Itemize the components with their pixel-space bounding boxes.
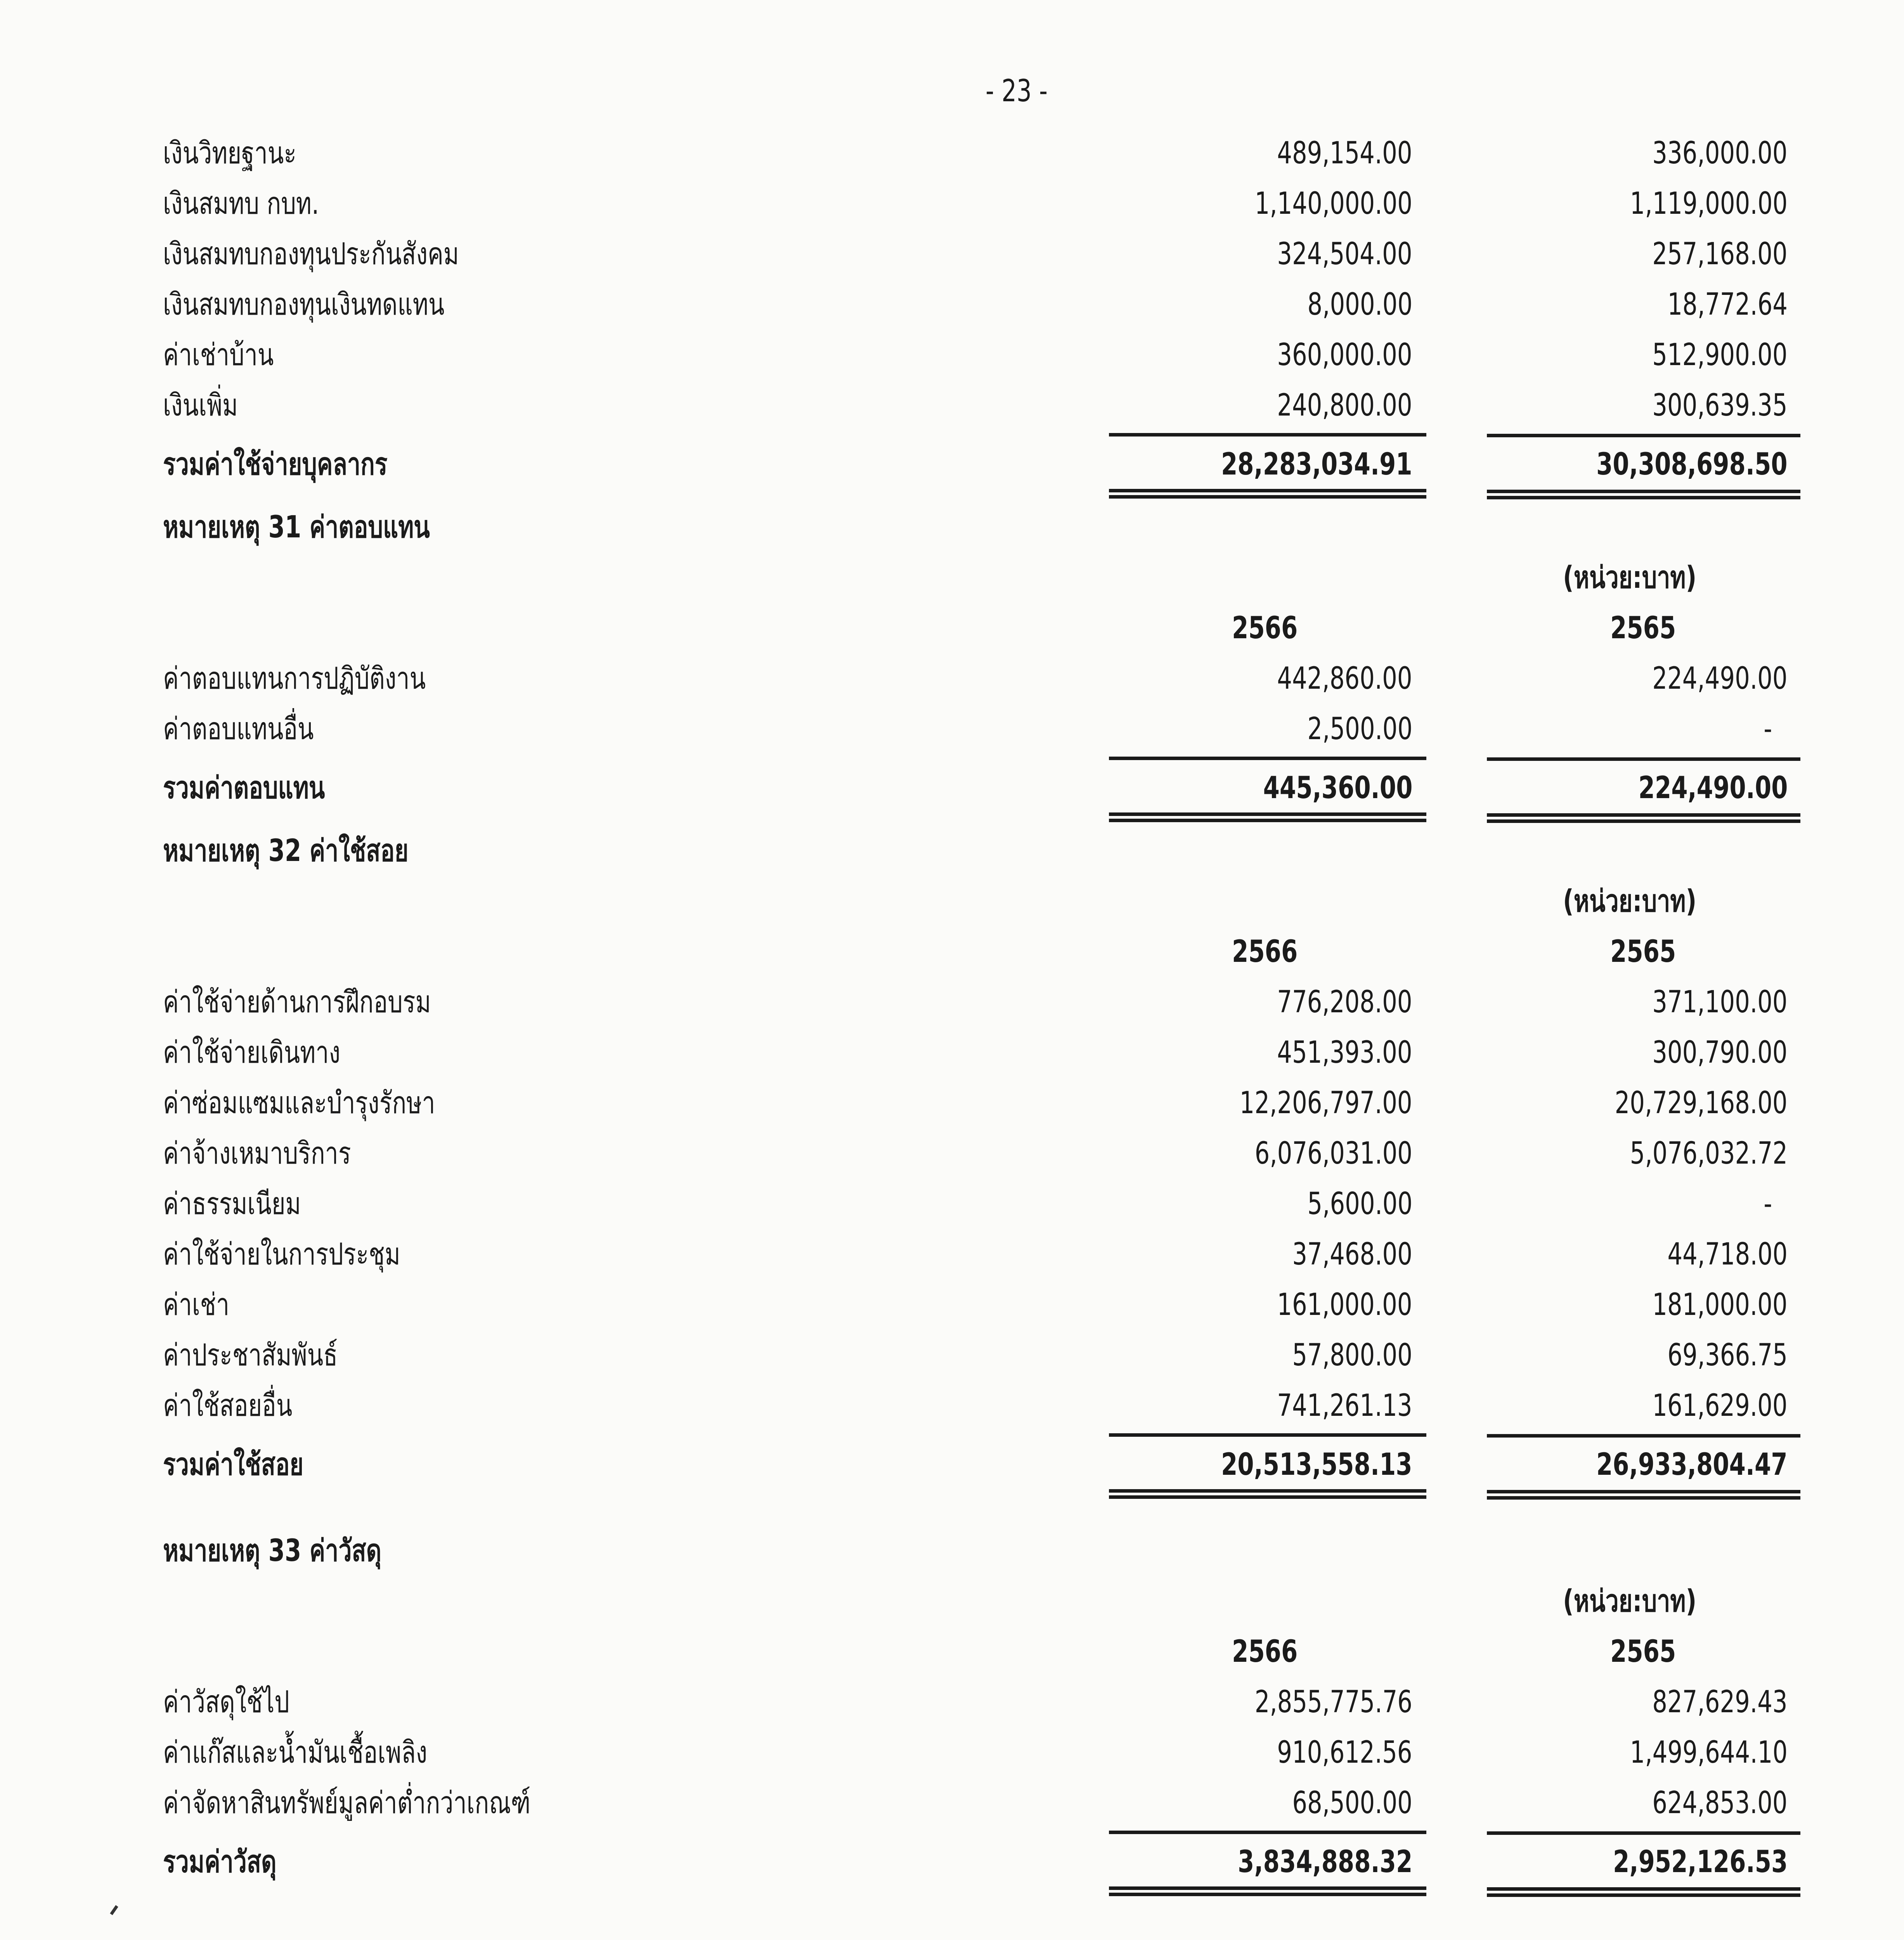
row-label: ค่าตอบแทนอื่น (163, 712, 314, 747)
table-row (0, 704, 1904, 754)
rule-line (1109, 1831, 1426, 1834)
value-2565: 257,168.00 (1652, 237, 1788, 272)
table-row (0, 330, 1904, 380)
rule-line (1487, 1831, 1800, 1835)
row-label: เงินเพิ่ม (163, 388, 238, 423)
value-2565: 161,629.00 (1652, 1388, 1788, 1423)
rule-line (1109, 489, 1426, 492)
rule-line (1109, 757, 1426, 760)
note32-section (0, 826, 1904, 1502)
row-label: ค่าแก๊สและน้ำมันเชื้อเพลิง (163, 1735, 428, 1770)
table-row (0, 1280, 1904, 1330)
table-row (0, 1128, 1904, 1179)
scan-speck (110, 1905, 118, 1915)
value-2565: 1,499,644.10 (1630, 1735, 1788, 1770)
rule-line (1109, 1433, 1426, 1437)
value-2566: 12,206,797.00 (1239, 1086, 1412, 1121)
table-row (0, 1677, 1904, 1727)
total-2565: 2,952,126.53 (1613, 1845, 1788, 1879)
rule-line (1109, 1886, 1426, 1890)
row-label: ค่าเช่า (163, 1287, 230, 1322)
total-label: รวมค่าใช้จ่ายบุคลากร (163, 447, 388, 482)
row-label: ค่าประชาสัมพันธ์ (163, 1338, 338, 1373)
table-row (0, 229, 1904, 279)
value-2566: 68,500.00 (1292, 1786, 1412, 1820)
table-row (0, 1330, 1904, 1381)
value-2565: 20,729,168.00 (1615, 1086, 1788, 1121)
unit-label: (หน่วย:บาท) (1563, 884, 1697, 919)
double-rule (0, 487, 1904, 502)
table-row (0, 380, 1904, 431)
total-2566: 3,834,888.32 (1237, 1845, 1412, 1879)
unit-label: (หน่วย:บาท) (1563, 560, 1697, 595)
value-2566: 6,076,031.00 (1254, 1136, 1412, 1171)
note33-section (0, 1526, 1904, 1900)
rule-line (1487, 434, 1800, 437)
table-row (0, 128, 1904, 178)
table-row (0, 178, 1904, 229)
value-2566: 37,468.00 (1292, 1237, 1412, 1272)
row-label: ค่าใช้สอยอื่น (163, 1388, 293, 1423)
table-row (0, 977, 1904, 1027)
rule-line (1487, 1893, 1800, 1897)
row-label: ค่าซ่อมแซมและบำรุงรักษา (163, 1086, 435, 1121)
value-2565: 336,000.00 (1652, 136, 1788, 171)
table-row (0, 653, 1904, 704)
row-label: เงินสมทบกองทุนเงินทดแทน (163, 287, 445, 322)
year-header-2565: 2565 (1610, 611, 1676, 646)
table-row (0, 1381, 1904, 1431)
year-header-row (0, 603, 1904, 653)
row-label: ค่าตอบแทนการปฏิบัติงาน (163, 661, 426, 696)
rule-line (1487, 490, 1800, 493)
subtotal-rule (0, 754, 1904, 763)
table-row (0, 1027, 1904, 1078)
value-2565: 371,100.00 (1652, 985, 1788, 1020)
total-row (0, 1837, 1904, 1885)
section-title-row (0, 502, 1904, 553)
table-row (0, 1229, 1904, 1280)
value-2565: 300,790.00 (1652, 1035, 1788, 1070)
double-rule (0, 811, 1904, 826)
value-2566: 451,393.00 (1277, 1035, 1412, 1070)
row-label: ค่าวัสดุใช้ไป (163, 1685, 289, 1720)
value-2566: 910,612.56 (1277, 1735, 1412, 1770)
spacer (0, 1502, 1904, 1526)
total-2566: 445,360.00 (1263, 771, 1412, 805)
section-title-row (0, 826, 1904, 876)
subtotal-rule (0, 431, 1904, 439)
page-header (0, 66, 1904, 116)
rule-line (1109, 812, 1426, 816)
unit-row (0, 876, 1904, 927)
row-label: ค่าใช้จ่ายด้านการฝึกอบรม (163, 985, 431, 1020)
year-header-row (0, 1626, 1904, 1677)
rule-line (1109, 1495, 1426, 1499)
rule-line (1487, 1490, 1800, 1493)
row-label: ค่าจ้างเหมาบริการ (163, 1136, 351, 1171)
value-2566: 240,800.00 (1277, 388, 1412, 423)
row-label: เงินสมทบกองทุนประกันสังคม (163, 237, 459, 272)
value-2565: 624,853.00 (1652, 1786, 1788, 1820)
value-2566: 360,000.00 (1277, 338, 1412, 372)
year-header-2566: 2566 (1232, 611, 1298, 646)
rule-line (1487, 757, 1800, 761)
row-label: ค่าธรรมเนียม (163, 1187, 301, 1221)
value-2565: 44,718.00 (1667, 1237, 1788, 1272)
row-label: เงินสมทบ กบท. (163, 186, 319, 221)
value-2566: 57,800.00 (1292, 1338, 1412, 1373)
total-2565: 30,308,698.50 (1596, 447, 1788, 482)
rule-line (1109, 433, 1426, 436)
double-rule (0, 1488, 1904, 1502)
value-2566: 489,154.00 (1277, 136, 1412, 171)
value-2565: 1,119,000.00 (1630, 186, 1788, 221)
section-title: หมายเหตุ 33 ค่าวัสดุ (163, 1533, 382, 1568)
year-header-2566: 2566 (1232, 1634, 1298, 1669)
unit-row (0, 553, 1904, 603)
personnel-table (0, 128, 1904, 502)
value-2566: 2,500.00 (1307, 712, 1412, 747)
value-2565: - (1764, 712, 1772, 747)
value-2566: 442,860.00 (1277, 661, 1412, 696)
year-header-2565: 2565 (1610, 934, 1676, 969)
year-header-row (0, 927, 1904, 977)
subtotal-rule (0, 1431, 1904, 1439)
table-row (0, 1078, 1904, 1128)
rule-line (1487, 1887, 1800, 1891)
row-label: ค่าจัดหาสินทรัพย์มูลค่าต่ำกว่าเกณฑ์ (163, 1786, 531, 1820)
value-2566: 324,504.00 (1277, 237, 1412, 272)
rule-line (1109, 495, 1426, 499)
rule-line (1487, 496, 1800, 499)
value-2566: 5,600.00 (1307, 1187, 1412, 1221)
value-2565: 512,900.00 (1652, 338, 1788, 372)
value-2565: 69,366.75 (1667, 1338, 1788, 1373)
unit-row (0, 1576, 1904, 1626)
subtotal-rule (0, 1828, 1904, 1837)
total-label: รวมค่าใช้สอย (163, 1447, 304, 1482)
row-label: ค่าใช้จ่ายเดินทาง (163, 1035, 341, 1070)
section-title-row (0, 1526, 1904, 1576)
value-2565: 224,490.00 (1652, 661, 1788, 696)
value-2565: - (1764, 1187, 1772, 1221)
value-2566: 161,000.00 (1277, 1287, 1412, 1322)
total-label: รวมค่าวัสดุ (163, 1845, 277, 1879)
row-label: เงินวิทยฐานะ (163, 136, 297, 171)
unit-label: (หน่วย:บาท) (1563, 1584, 1697, 1619)
total-row (0, 763, 1904, 811)
total-row (0, 439, 1904, 487)
table-row (0, 1778, 1904, 1828)
table-row (0, 1727, 1904, 1778)
value-2565: 181,000.00 (1652, 1287, 1788, 1322)
value-2566: 1,140,000.00 (1254, 186, 1412, 221)
value-2566: 776,208.00 (1277, 985, 1412, 1020)
rule-line (1487, 819, 1800, 823)
rule-line (1109, 1489, 1426, 1493)
total-2565: 26,933,804.47 (1596, 1447, 1788, 1482)
rule-line (1487, 1496, 1800, 1500)
page-number: - 23 - (986, 74, 1048, 109)
rule-line (1109, 1893, 1426, 1896)
value-2565: 5,076,032.72 (1630, 1136, 1788, 1171)
year-header-2565: 2565 (1610, 1634, 1676, 1669)
total-2566: 20,513,558.13 (1221, 1447, 1412, 1482)
value-2565: 300,639.35 (1652, 388, 1788, 423)
section-title: หมายเหตุ 31 ค่าตอบแทน (163, 510, 430, 545)
rule-line (1109, 819, 1426, 822)
value-2566: 8,000.00 (1307, 287, 1412, 322)
total-label: รวมค่าตอบแทน (163, 771, 325, 805)
total-row (0, 1439, 1904, 1488)
value-2566: 2,855,775.76 (1254, 1685, 1412, 1720)
value-2565: 18,772.64 (1667, 287, 1788, 322)
year-header-2566: 2566 (1232, 934, 1298, 969)
value-2566: 741,261.13 (1277, 1388, 1412, 1423)
row-label: ค่าเช่าบ้าน (163, 338, 274, 372)
rule-line (1487, 813, 1800, 817)
section-title: หมายเหตุ 32 ค่าใช้สอย (163, 833, 409, 868)
double-rule (0, 1885, 1904, 1900)
total-2565: 224,490.00 (1638, 771, 1788, 805)
row-label: ค่าใช้จ่ายในการประชุม (163, 1237, 400, 1272)
note31-section (0, 502, 1904, 826)
total-2566: 28,283,034.91 (1221, 447, 1412, 482)
rule-line (1487, 1434, 1800, 1438)
value-2565: 827,629.43 (1652, 1685, 1788, 1720)
table-row (0, 279, 1904, 330)
table-row (0, 1179, 1904, 1229)
spacer (0, 116, 1904, 128)
